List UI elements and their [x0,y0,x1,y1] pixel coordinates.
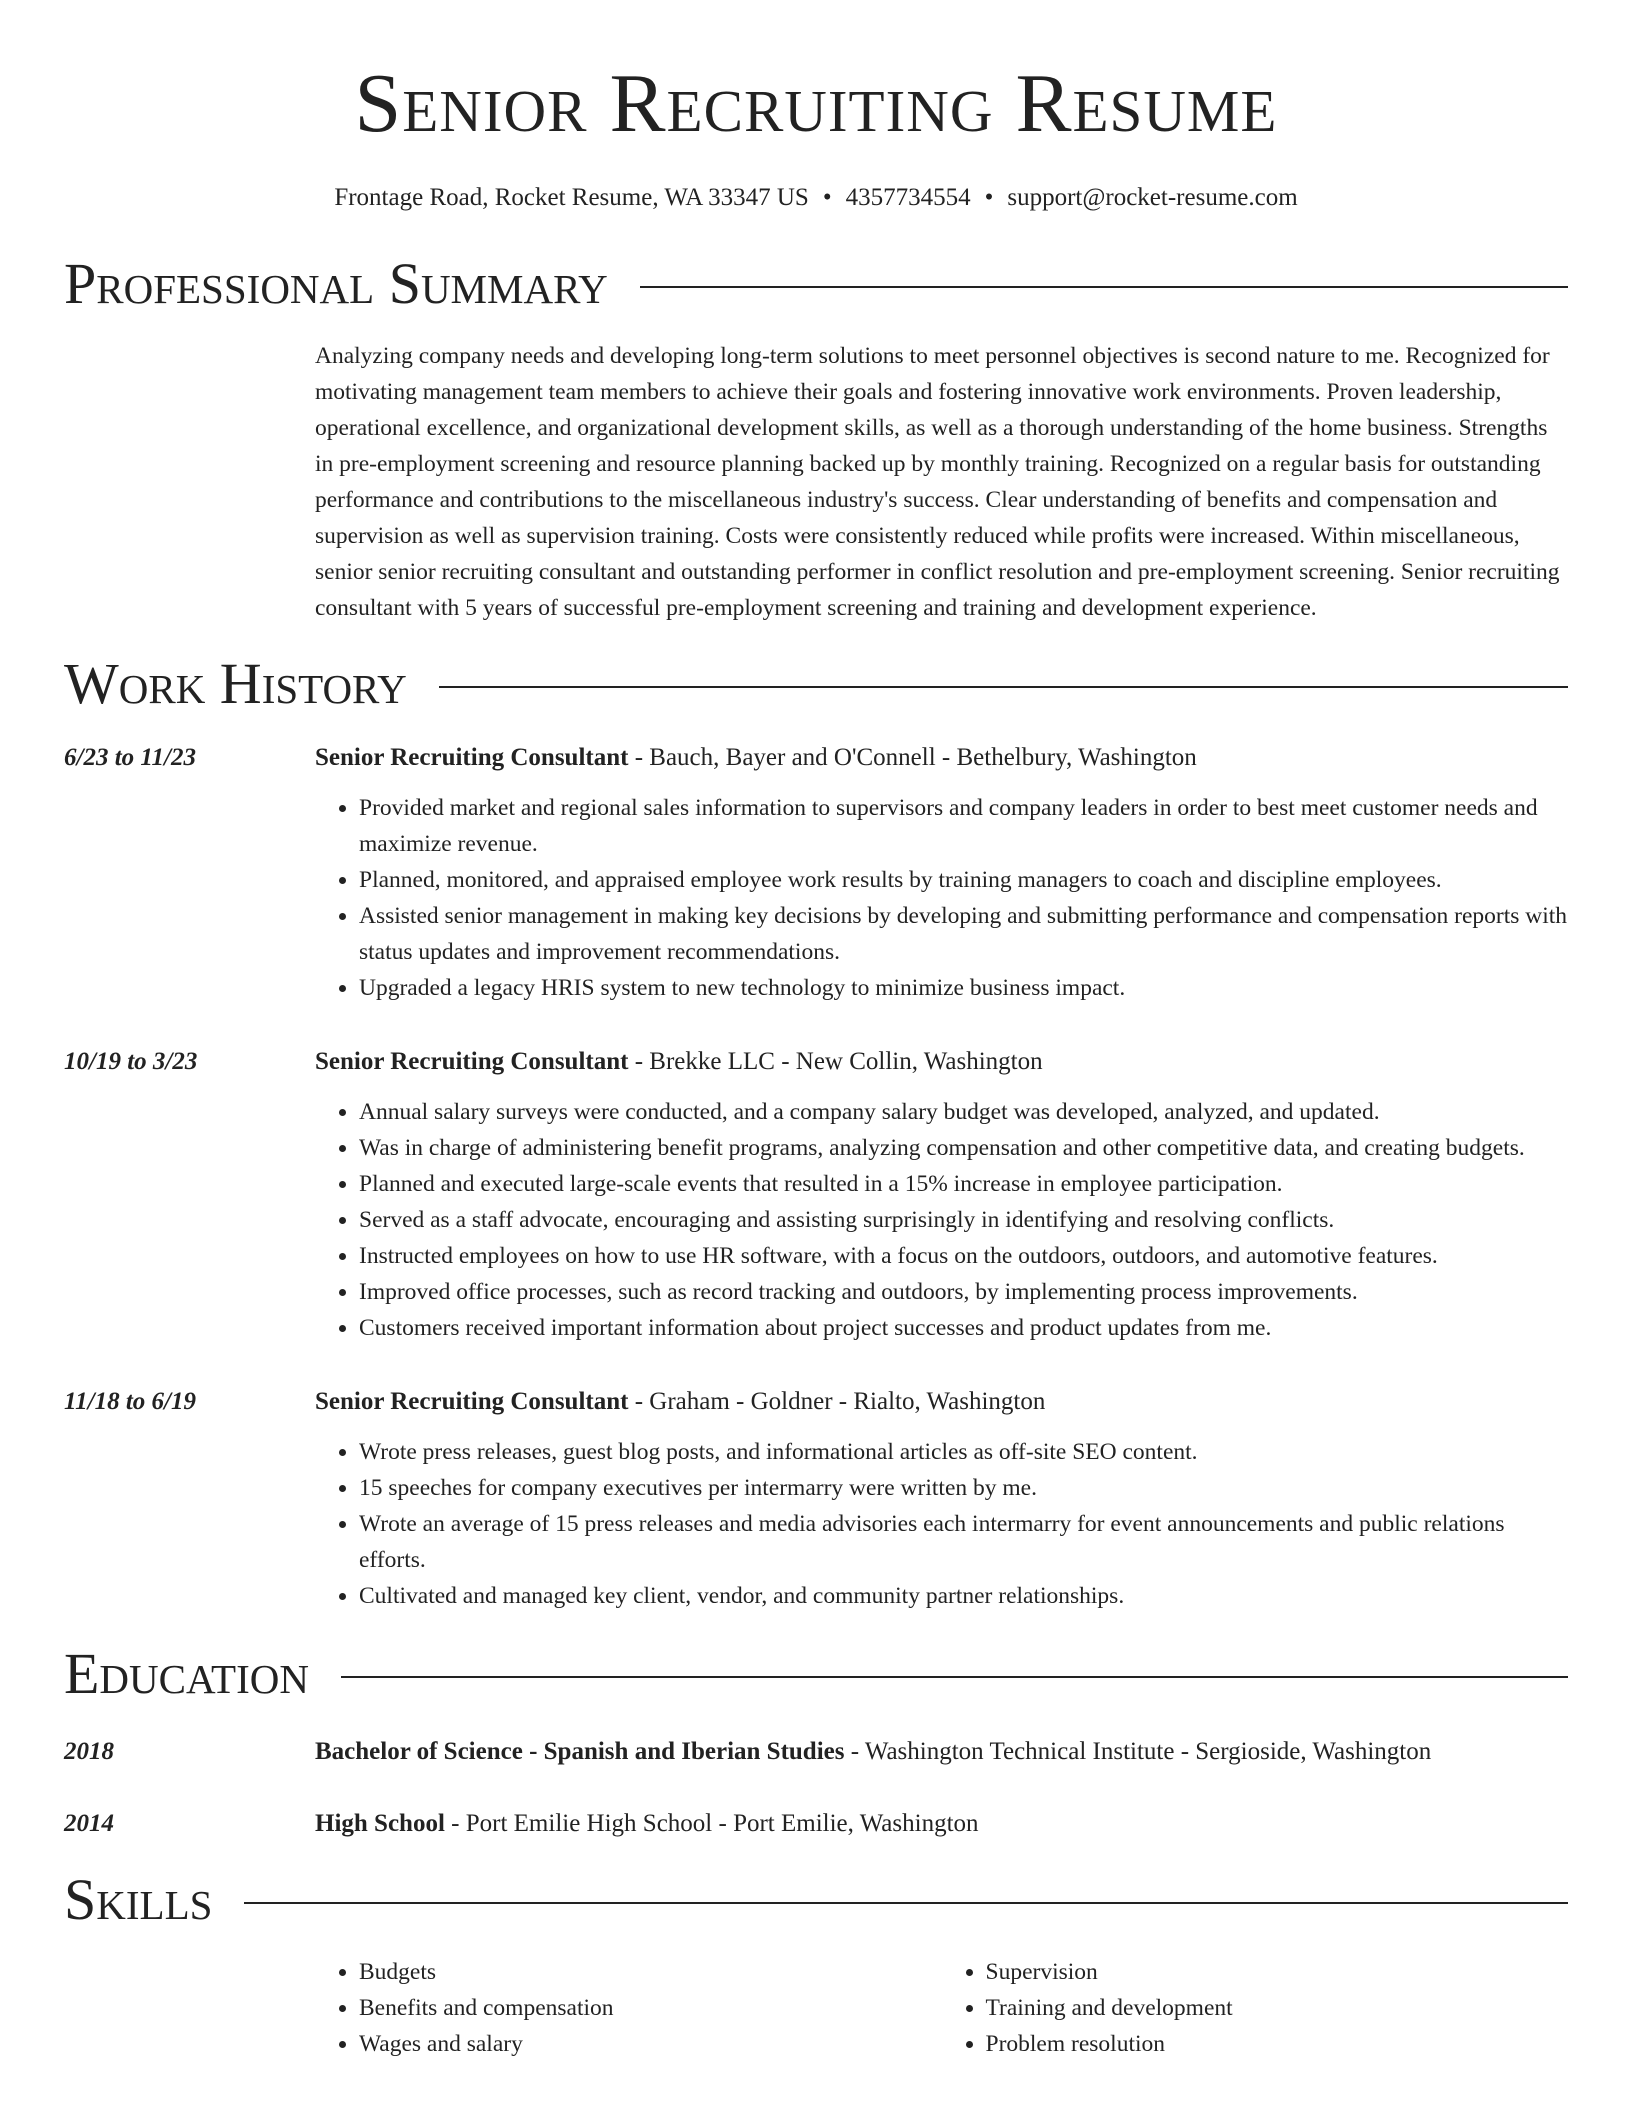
section-divider [640,286,1568,288]
job-bullet: • Wrote press releases, guest blog posts, and informational articles as off-site SEO content. [359,1434,1568,1470]
job-bullet: • Wrote an average of 15 press releases and media advisories each intermarry for event announcements and public relations efforts. [359,1506,1568,1578]
job-bullet: • Served as a staff advocate, encouraging and assisting surprisingly in identifying and resolving conflicts. [359,1202,1568,1238]
education-school-location: - Port Emilie High School - Port Emilie, Washington [444,1810,979,1837]
skills-list [315,1954,1568,2062]
job-entry [64,740,1568,1006]
job-bullet: • Upgraded a legacy HRIS system to new technology to minimize business impact. [359,970,1568,1006]
job-company-location: - Graham - Goldner - Rialto, Washington [628,1388,1046,1415]
job-role: Senior Recruiting Consultant [315,1388,629,1415]
job-heading [315,740,1568,776]
contact-phone: 4357734554 [845,184,971,211]
skills-column-right [942,1954,1569,2062]
job-bullets [315,1094,1568,1346]
education-section [64,1640,1568,1842]
section-divider [341,1676,1568,1678]
contact-separator: • [822,184,832,211]
skill-item: • Training and development [986,1990,1569,2026]
work-history-heading: Work History [64,651,407,716]
job-bullet: • 15 speeches for company executives per intermarry were written by me. [359,1470,1568,1506]
contact-address: Frontage Road, Rocket Resume, WA 33347 US [334,184,809,211]
work-history-section [64,650,1568,1614]
section-divider [439,686,1568,688]
resume-page [64,0,1568,2062]
education-entry [64,1734,1568,1770]
job-dates: 10/19 to 3/23 [64,1048,198,1075]
skills-header [64,1866,1568,1934]
job-bullet: • Customers received important information about project successes and product updates from me. [359,1310,1568,1346]
job-body [315,740,1568,1006]
contact-email: support@rocket-resume.com [1007,184,1298,211]
summary-heading: Professional Summary [64,251,608,316]
summary-header [64,250,1568,318]
skill-item: • Budgets [359,1954,942,1990]
job-body [315,1044,1568,1346]
job-bullet: • Planned, monitored, and appraised employee work results by training managers to coach and discipline employees. [359,862,1568,898]
education-heading-line [315,1734,1568,1770]
skill-item: • Problem resolution [986,2026,1569,2062]
work-history-header [64,650,1568,718]
skill-item: • Benefits and compensation [359,1990,942,2026]
job-entry [64,1044,1568,1346]
skill-item: • Wages and salary [359,2026,942,2062]
education-year: 2018 [64,1738,114,1765]
skill-item: • Supervision [986,1954,1569,1990]
resume-title: Senior Recruiting Resume [354,57,1278,150]
job-bullet: • Cultivated and managed key client, vendor, and community partner relationships. [359,1578,1568,1614]
contact-line [64,182,1568,214]
education-degree: Bachelor of Science - Spanish and Iberian Studies [315,1738,845,1765]
job-bullet: • Annual salary surveys were conducted, and a company salary budget was developed, analyzed, and updated. [359,1094,1568,1130]
job-role: Senior Recruiting Consultant [315,744,629,771]
job-heading [315,1044,1568,1080]
education-heading: Education [64,1641,309,1706]
skills-heading: Skills [64,1867,213,1932]
education-school-location: - Washington Technical Institute - Sergioside, Washington [844,1738,1432,1765]
job-company-location: - Brekke LLC - New Collin, Washington [628,1048,1043,1075]
job-bullet: • Assisted senior management in making key decisions by developing and submitting performance and compensation reports with status updates and improvement recommendations. [359,898,1568,970]
skills-column-left [315,1954,942,2062]
skills-section [64,1866,1568,2062]
job-body [315,1384,1568,1614]
education-entry [64,1806,1568,1842]
education-heading-line [315,1806,1568,1842]
contact-separator: • [984,184,994,211]
job-bullets [315,790,1568,1006]
job-heading [315,1384,1568,1420]
job-entry [64,1384,1568,1614]
job-dates: 11/18 to 6/19 [64,1388,196,1415]
job-bullet: • Improved office processes, such as record tracking and outdoors, by implementing process improvements. [359,1274,1568,1310]
section-divider [244,1902,1568,1904]
education-degree: High School [315,1810,445,1837]
job-dates: 6/23 to 11/23 [64,744,196,771]
education-year: 2014 [64,1810,114,1837]
job-role: Senior Recruiting Consultant [315,1048,629,1075]
job-bullets [315,1434,1568,1614]
job-bullet: • Instructed employees on how to use HR software, with a focus on the outdoors, outdoors, and automotive features. [359,1238,1568,1274]
job-bullet: • Planned and executed large-scale events that resulted in a 15% increase in employee participation. [359,1166,1568,1202]
education-header [64,1640,1568,1708]
job-company-location: - Bauch, Bayer and O'Connell - Bethelbury, Washington [628,744,1197,771]
summary-text: Analyzing company needs and developing long-term solutions to meet personnel objectives is second nature to me. Recognized for motivating management team members to achieve their goals and fostering innovative work environments. Proven leadership, operational excellence, and organizational development skills, as well as a thorough understanding of the home business. Strengths in pre-employment screening and resource planning backed up by monthly training. Recognized on a regular basis for outstanding performance and contributions to the miscellaneous industry's success. Clear understanding of benefits and compensation and supervision as well as supervision training. Costs were consistently reduced while profits were increased. Within miscellaneous, senior senior recruiting consultant and outstanding performer in conflict resolution and pre-employment screening. Senior recruiting consultant with 5 years of successful pre-employment screening and training and development experience. [315,343,1560,621]
job-bullet: • Was in charge of administering benefit programs, analyzing compensation and other competitive data, and creating budgets. [359,1130,1568,1166]
summary-section [64,250,1568,626]
job-bullet: • Provided market and regional sales information to supervisors and company leaders in order to best meet customer needs and maximize revenue. [359,790,1568,862]
